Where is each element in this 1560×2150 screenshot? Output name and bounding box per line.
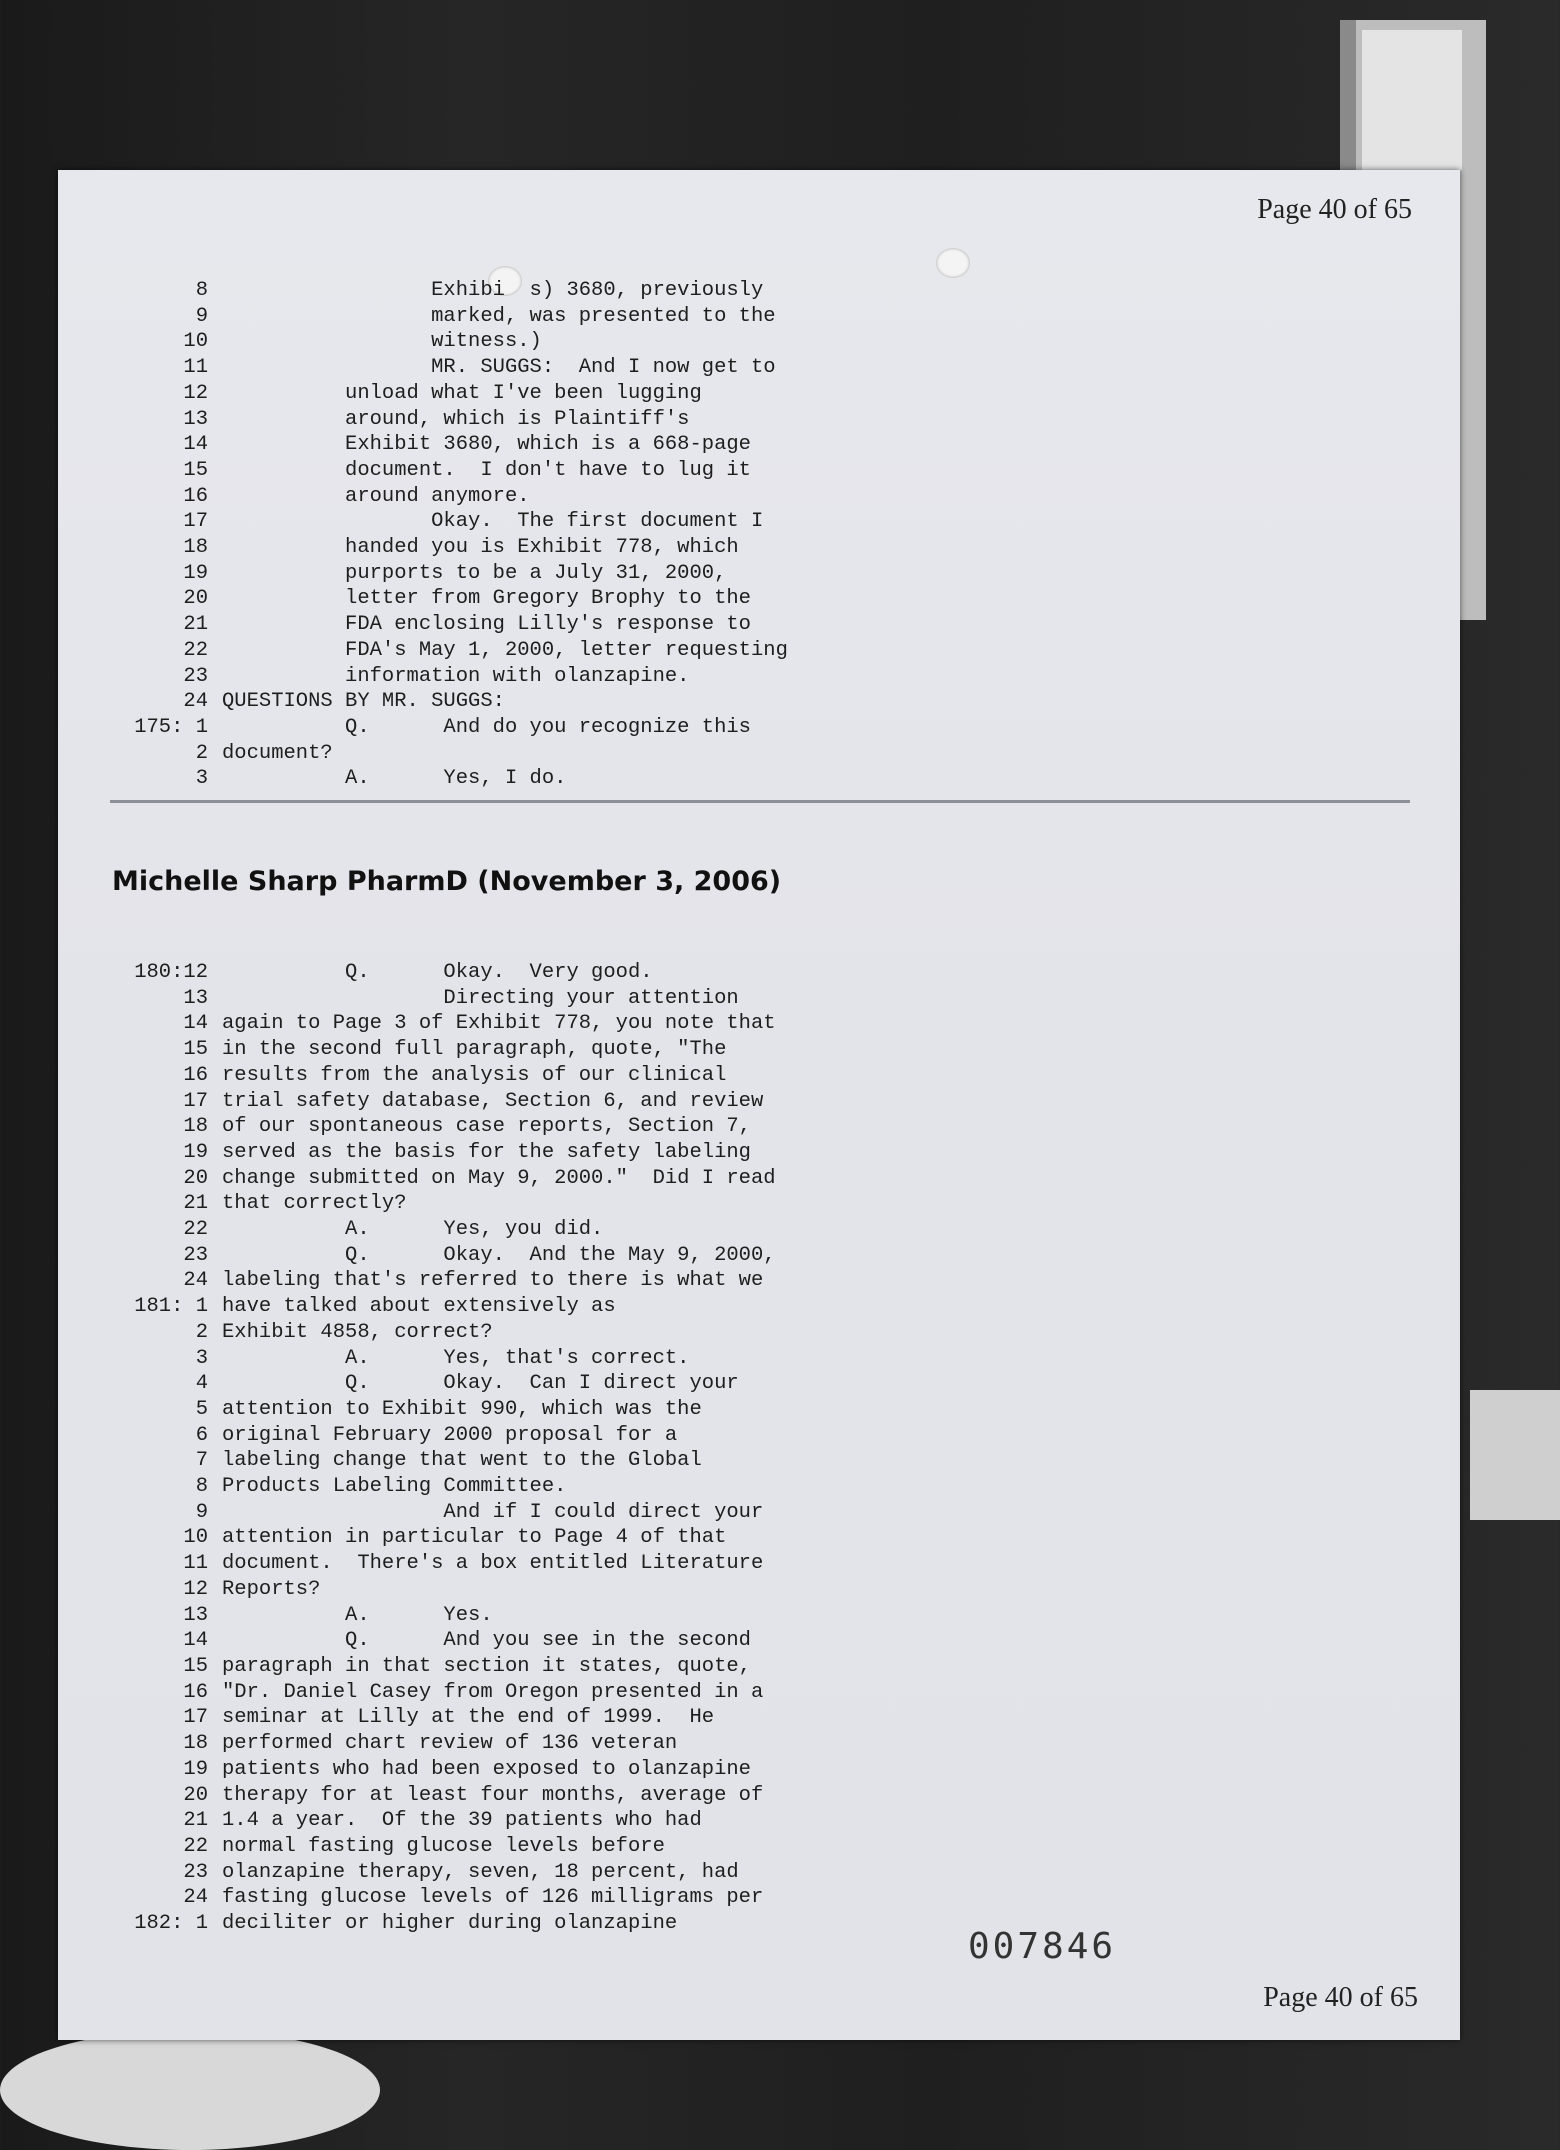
line-number: 20	[183, 587, 208, 611]
line-text: in the second full paragraph, quote, "The	[222, 1038, 727, 1062]
transcript-line	[98, 1500, 918, 1526]
transcript-line	[98, 1320, 918, 1346]
line-number: 15	[183, 1038, 208, 1062]
line-text: paragraph in that section it states, quote,	[222, 1654, 751, 1678]
transcript-line	[98, 986, 918, 1012]
line-number: 9	[195, 1500, 208, 1524]
transcript-line	[98, 432, 918, 458]
punch-hole	[936, 248, 970, 278]
transcript-line	[98, 1063, 918, 1089]
line-number: 8	[195, 1475, 208, 1499]
line-text: of our spontaneous case reports, Section 7,	[222, 1115, 751, 1139]
line-number: 182: 1	[134, 1912, 208, 1936]
line-text: labeling change that went to the Global	[222, 1449, 702, 1473]
section-divider	[110, 800, 1410, 803]
line-number: 13	[183, 407, 208, 431]
line-number: 12	[183, 381, 208, 405]
line-number: 12	[183, 1577, 208, 1601]
transcript-line	[98, 1680, 918, 1706]
line-text: performed chart review of 136 veteran	[222, 1732, 678, 1756]
line-number: 17	[183, 1706, 208, 1730]
line-text: seminar at Lilly at the end of 1999. He	[222, 1706, 715, 1730]
line-number: 16	[183, 1680, 208, 1704]
line-number: 14	[183, 1012, 208, 1036]
line-number: 13	[183, 986, 208, 1010]
transcript-line	[98, 1243, 918, 1269]
line-number: 7	[195, 1449, 208, 1473]
line-number: 23	[183, 1243, 208, 1267]
section-title: Michelle Sharp PharmD (November 3, 2006)	[112, 866, 782, 897]
line-text: Q. And do you recognize this	[222, 715, 751, 739]
line-text: Exhibi s) 3680, previously	[222, 279, 764, 302]
transcript-line	[98, 1037, 918, 1063]
transcript-line	[98, 664, 918, 690]
line-text: around, which is Plaintiff's	[222, 407, 690, 431]
transcript-excerpt-2	[98, 960, 918, 1937]
page-number-bottom: Page 40 of 65	[1263, 1982, 1418, 2013]
line-number: 3	[195, 1346, 208, 1370]
line-number: 2	[195, 1320, 208, 1344]
line-text: document. There's a box entitled Literature	[222, 1552, 764, 1576]
transcript-line	[98, 766, 918, 792]
line-text: Directing your attention	[222, 986, 739, 1010]
line-text: handed you is Exhibit 778, which	[222, 536, 739, 560]
transcript-line	[98, 1217, 918, 1243]
background-card-label	[1362, 30, 1462, 170]
line-text: patients who had been exposed to olanzapine	[222, 1757, 751, 1781]
line-number: 11	[183, 1552, 208, 1576]
line-text: A. Yes.	[222, 1603, 493, 1627]
line-text: around anymore.	[222, 484, 530, 508]
bates-number: 007846	[968, 1926, 1117, 1967]
line-number: 24	[183, 690, 208, 714]
transcript-line	[98, 1371, 918, 1397]
line-text: results from the analysis of our clinical	[222, 1063, 727, 1087]
line-number: 15	[183, 1654, 208, 1678]
transcript-line	[98, 1628, 918, 1654]
line-text: labeling that's referred to there is what we	[222, 1269, 764, 1293]
line-text: Reports?	[222, 1577, 321, 1601]
line-text: A. Yes, I do.	[222, 767, 567, 791]
transcript-line	[98, 1448, 918, 1474]
transcript-line	[98, 1011, 918, 1037]
line-number: 20	[183, 1166, 208, 1190]
line-number: 6	[195, 1423, 208, 1447]
transcript-line	[98, 1166, 918, 1192]
line-text: change submitted on May 9, 2000." Did I read	[222, 1166, 776, 1190]
line-number: 15	[183, 458, 208, 482]
transcript-line	[98, 1397, 918, 1423]
transcript-line	[98, 535, 918, 561]
transcript-line	[98, 1911, 918, 1937]
line-text: that correctly?	[222, 1192, 407, 1216]
line-text: Q. And you see in the second	[222, 1629, 751, 1653]
line-text: information with olanzapine.	[222, 664, 690, 688]
transcript-line	[98, 689, 918, 715]
line-text: Products Labeling Committee.	[222, 1475, 567, 1499]
line-number: 18	[183, 1732, 208, 1756]
transcript-line	[98, 1654, 918, 1680]
transcript-line	[98, 509, 918, 535]
transcript-line	[98, 1783, 918, 1809]
transcript-line	[98, 407, 918, 433]
line-number: 23	[183, 664, 208, 688]
transcript-line	[98, 1808, 918, 1834]
transcript-line	[98, 278, 918, 304]
tape-strip	[1470, 1390, 1560, 1520]
transcript-line	[98, 329, 918, 355]
line-number: 10	[183, 330, 208, 354]
line-number: 8	[195, 279, 208, 302]
transcript-line	[98, 458, 918, 484]
transcript-line	[98, 1294, 918, 1320]
transcript-line	[98, 1885, 918, 1911]
line-text: Exhibit 3680, which is a 668-page	[222, 433, 751, 457]
line-text: unload what I've been lugging	[222, 381, 702, 405]
line-number: 24	[183, 1269, 208, 1293]
line-number: 21	[183, 613, 208, 637]
transcript-line	[98, 1191, 918, 1217]
line-text: MR. SUGGS: And I now get to	[222, 356, 776, 380]
transcript-line	[98, 355, 918, 381]
transcript-line	[98, 381, 918, 407]
line-number: 19	[183, 561, 208, 585]
transcript-excerpt-1	[98, 278, 918, 792]
transcript-line	[98, 484, 918, 510]
transcript-line	[98, 1346, 918, 1372]
transcript-line	[98, 741, 918, 767]
transcript-line	[98, 1834, 918, 1860]
line-number: 4	[195, 1372, 208, 1396]
transcript-line	[98, 1577, 918, 1603]
line-number: 21	[183, 1192, 208, 1216]
line-text: attention in particular to Page 4 of that	[222, 1526, 727, 1550]
transcript-line	[98, 1140, 918, 1166]
transcript-line	[98, 1089, 918, 1115]
line-number: 24	[183, 1886, 208, 1910]
line-text: "Dr. Daniel Casey from Oregon presented in a	[222, 1680, 764, 1704]
line-text: therapy for at least four months, average of	[222, 1783, 764, 1807]
transcript-line	[98, 1731, 918, 1757]
line-number: 20	[183, 1783, 208, 1807]
line-number: 17	[183, 510, 208, 534]
line-text: document. I don't have to lug it	[222, 458, 751, 482]
line-number: 9	[195, 304, 208, 328]
transcript-line	[98, 1525, 918, 1551]
transcript-line	[98, 1423, 918, 1449]
line-text: A. Yes, you did.	[222, 1218, 604, 1242]
line-text: attention to Exhibit 990, which was the	[222, 1397, 702, 1421]
transcript-line	[98, 1757, 918, 1783]
line-text: witness.)	[222, 330, 542, 354]
line-text: marked, was presented to the	[222, 304, 776, 328]
line-number: 23	[183, 1860, 208, 1884]
transcript-line	[98, 1603, 918, 1629]
line-number: 2	[195, 741, 208, 765]
line-text: again to Page 3 of Exhibit 778, you note that	[222, 1012, 776, 1036]
line-text: normal fasting glucose levels before	[222, 1834, 665, 1858]
transcript-line	[98, 1474, 918, 1500]
transcript-line	[98, 612, 918, 638]
line-number: 19	[183, 1757, 208, 1781]
transcript-line	[98, 1268, 918, 1294]
line-text: And if I could direct your	[222, 1500, 764, 1524]
background-object	[0, 2030, 380, 2150]
line-number: 17	[183, 1089, 208, 1113]
line-number: 14	[183, 1629, 208, 1653]
line-number: 22	[183, 1218, 208, 1242]
line-text: Q. Okay. Very good.	[222, 961, 653, 984]
line-text: trial safety database, Section 6, and review	[222, 1089, 764, 1113]
line-text: QUESTIONS BY MR. SUGGS:	[222, 690, 505, 714]
line-text: purports to be a July 31, 2000,	[222, 561, 727, 585]
transcript-line	[98, 960, 918, 986]
line-number: 5	[195, 1397, 208, 1421]
line-text: FDA enclosing Lilly's response to	[222, 613, 751, 637]
line-number: 18	[183, 536, 208, 560]
document-page	[58, 170, 1460, 2040]
transcript-line	[98, 304, 918, 330]
line-number: 3	[195, 767, 208, 791]
transcript-line	[98, 586, 918, 612]
line-text: olanzapine therapy, seven, 18 percent, had	[222, 1860, 739, 1884]
line-text: Q. Okay. And the May 9, 2000,	[222, 1243, 776, 1267]
line-number: 14	[183, 433, 208, 457]
line-number: 10	[183, 1526, 208, 1550]
transcript-line	[98, 1705, 918, 1731]
line-number: 181: 1	[134, 1295, 208, 1319]
line-number: 22	[183, 638, 208, 662]
transcript-line	[98, 1114, 918, 1140]
page-number-top: Page 40 of 65	[1257, 194, 1412, 225]
line-text: A. Yes, that's correct.	[222, 1346, 690, 1370]
line-text: deciliter or higher during olanzapine	[222, 1912, 678, 1936]
line-number: 16	[183, 484, 208, 508]
transcript-line	[98, 715, 918, 741]
line-number: 19	[183, 1140, 208, 1164]
line-number: 18	[183, 1115, 208, 1139]
line-number: 21	[183, 1809, 208, 1833]
transcript-line	[98, 561, 918, 587]
line-text: letter from Gregory Brophy to the	[222, 587, 751, 611]
transcript-line	[98, 638, 918, 664]
line-number: 175: 1	[134, 715, 208, 739]
line-number: 22	[183, 1834, 208, 1858]
line-text: FDA's May 1, 2000, letter requesting	[222, 638, 788, 662]
line-text: Exhibit 4858, correct?	[222, 1320, 493, 1344]
line-text: original February 2000 proposal for a	[222, 1423, 678, 1447]
line-number: 16	[183, 1063, 208, 1087]
line-text: Okay. The first document I	[222, 510, 764, 534]
line-number: 11	[183, 356, 208, 380]
line-number: 13	[183, 1603, 208, 1627]
line-text: document?	[222, 741, 333, 765]
line-text: fasting glucose levels of 126 milligrams per	[222, 1886, 764, 1910]
line-text: 1.4 a year. Of the 39 patients who had	[222, 1809, 702, 1833]
line-text: Q. Okay. Can I direct your	[222, 1372, 739, 1396]
line-number: 180:12	[134, 961, 208, 984]
line-text: have talked about extensively as	[222, 1295, 616, 1319]
transcript-line	[98, 1551, 918, 1577]
transcript-line	[98, 1860, 918, 1886]
line-text: served as the basis for the safety labeling	[222, 1140, 751, 1164]
